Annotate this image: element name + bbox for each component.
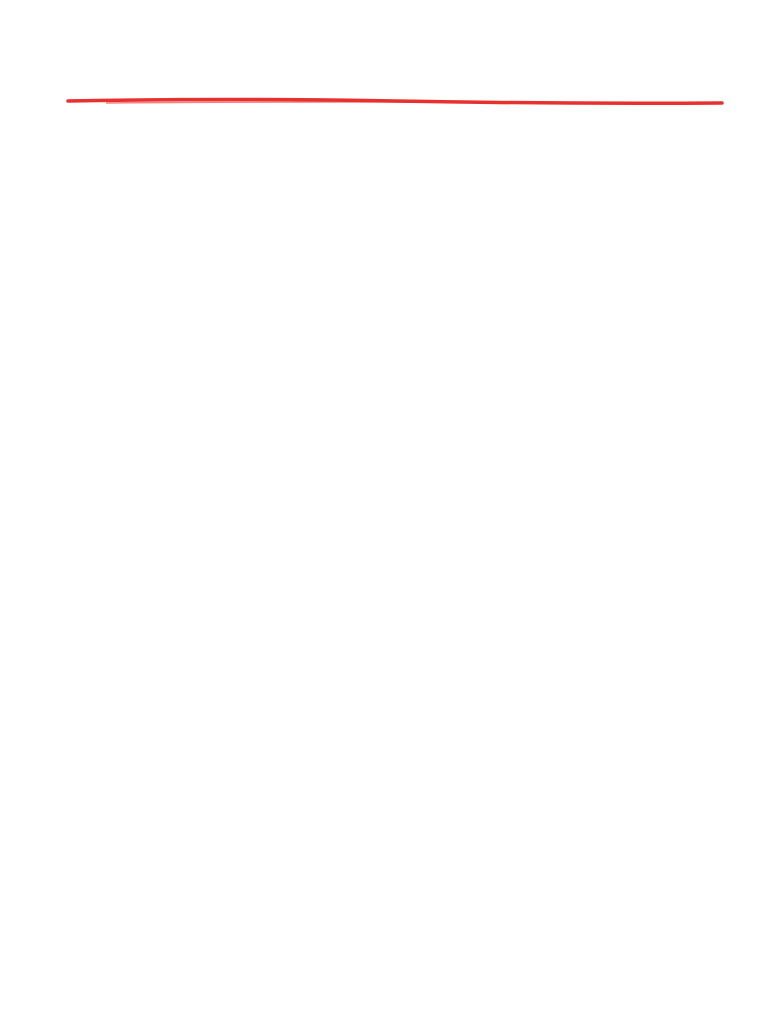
session-column-headers	[0, 190, 768, 300]
brush-stroke-divider	[66, 96, 726, 108]
